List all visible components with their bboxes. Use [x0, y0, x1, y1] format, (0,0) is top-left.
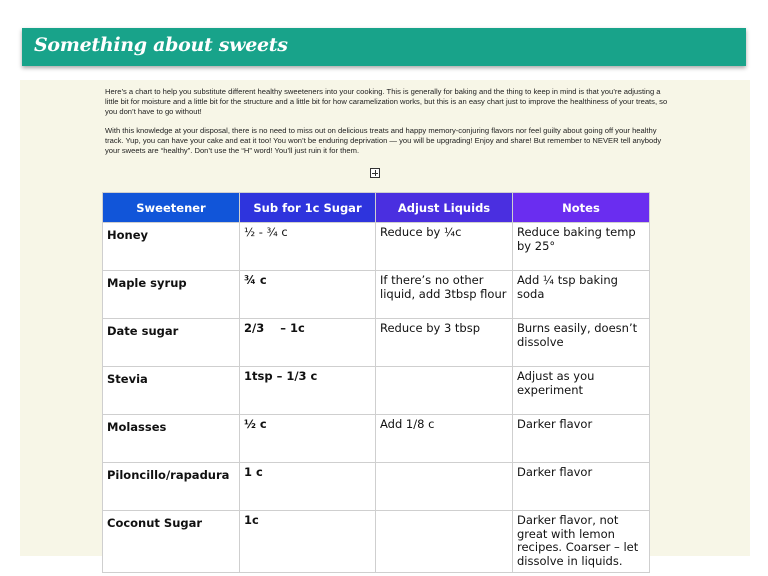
- cell-liquids: If there’s no other liquid, add 3tbsp flour: [376, 271, 513, 319]
- cell-liquids: [376, 463, 513, 511]
- cell-notes: Reduce baking temp by 25°: [513, 223, 650, 271]
- cell-notes: Burns easily, doesn’t dissolve: [513, 319, 650, 367]
- cell-liquids: [376, 511, 513, 573]
- table-row: [103, 223, 650, 271]
- intro-text: [105, 87, 670, 165]
- header-notes: Notes: [513, 193, 650, 223]
- cell-sweetener: Molasses: [103, 415, 240, 463]
- cell-sweetener: Honey: [103, 223, 240, 271]
- cell-sub: 1c: [240, 511, 376, 573]
- intro-paragraph-1: Here’s a chart to help you substitute different healthy sweeteners into your cooking. This is generally for baking and the thing to keep in mind is that you’re adjusting a little bit for moisture and a little bit for the structure and a little bit for how caramelization works, but this is an easy chart just to improve the healthiness of your treats, so you don’t have to go without!: [105, 87, 668, 116]
- table-header-row: [103, 193, 650, 223]
- cell-sweetener: Date sugar: [103, 319, 240, 367]
- header-liquids: Adjust Liquids: [376, 193, 513, 223]
- cell-notes: Darker flavor, not great with lemon recipes. Coarser – let dissolve in liquids.: [513, 511, 650, 573]
- cell-sweetener: Maple syrup: [103, 271, 240, 319]
- title-banner: [22, 28, 746, 66]
- page-title: Something about sweets: [34, 34, 288, 56]
- cell-sub: 1 c: [240, 463, 376, 511]
- cell-liquids: Reduce by 3 tbsp: [376, 319, 513, 367]
- table-move-handle-icon[interactable]: [370, 168, 380, 178]
- cell-sub: ½ c: [240, 415, 376, 463]
- table-row: [103, 463, 650, 511]
- cell-sub: 2/3 – 1c: [240, 319, 376, 367]
- cell-sweetener: Stevia: [103, 367, 240, 415]
- cell-notes: Adjust as you experiment: [513, 367, 650, 415]
- sweetener-table: [102, 192, 650, 573]
- cell-sub: ½ - ¾ c: [240, 223, 376, 271]
- cell-sub: ¾ c: [240, 271, 376, 319]
- content-area: [20, 80, 750, 568]
- table-row: [103, 511, 650, 573]
- header-sub: Sub for 1c Sugar: [240, 193, 376, 223]
- cell-notes: Darker flavor: [513, 415, 650, 463]
- cell-sweetener: Coconut Sugar: [103, 511, 240, 573]
- table-row: [103, 271, 650, 319]
- cell-liquids: Reduce by ¼c: [376, 223, 513, 271]
- cell-liquids: Add 1/8 c: [376, 415, 513, 463]
- cell-sweetener: Piloncillo/rapadura: [103, 463, 240, 511]
- cell-notes: Darker flavor: [513, 463, 650, 511]
- intro-paragraph-2: With this knowledge at your disposal, there is no need to miss out on delicious treats and happy memory-conjuring flavors nor feel guilty about going off your healthy track. Yup, you can have your cake and eat it too! You won’t be enduring deprivation — you will be upgrading! Enjoy and share! But remember to NEVER tell anybody your sweets are “healthy”. Don’t use the “H” word! You’ll just ruin it for them.: [105, 126, 662, 155]
- table-row: [103, 415, 650, 463]
- cell-sub: 1tsp – 1/3 c: [240, 367, 376, 415]
- table-row: [103, 319, 650, 367]
- table-row: [103, 367, 650, 415]
- header-sweetener: Sweetener: [103, 193, 240, 223]
- cell-liquids: [376, 367, 513, 415]
- cell-notes: Add ¼ tsp baking soda: [513, 271, 650, 319]
